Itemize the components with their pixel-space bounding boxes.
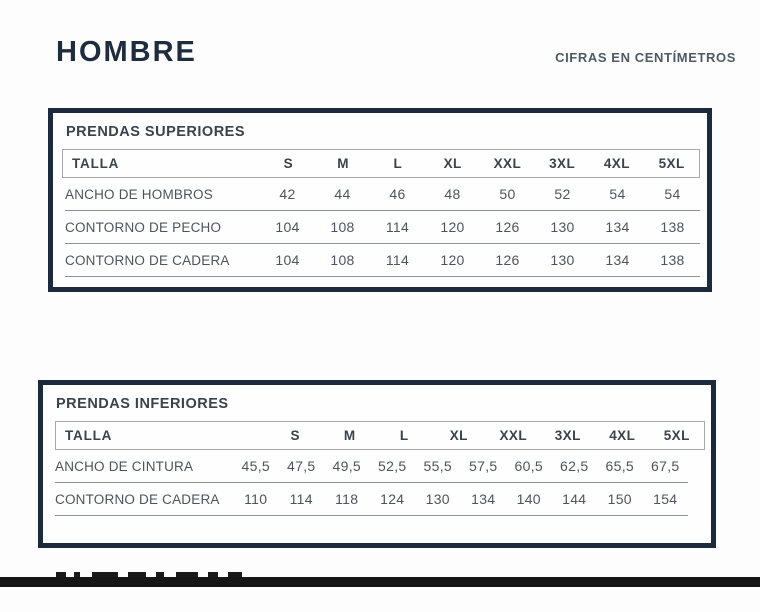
cropped-text-remnant xyxy=(74,572,80,577)
row-label: CONTORNO DE PECHO xyxy=(65,219,222,235)
row-values xyxy=(233,491,688,507)
size-col: 5XL xyxy=(663,428,690,443)
cell: 52 xyxy=(554,186,571,202)
row-label: CONTORNO DE CADERA xyxy=(55,491,220,507)
row-values xyxy=(233,458,688,474)
size-col: XL xyxy=(443,156,462,171)
size-col: 5XL xyxy=(658,156,685,171)
row-values xyxy=(260,219,700,235)
cell: 44 xyxy=(334,186,351,202)
cell: 52,5 xyxy=(378,458,407,474)
cell: 114 xyxy=(385,219,410,235)
cell: 144 xyxy=(562,491,587,507)
cell: 130 xyxy=(550,252,575,268)
row-label: ANCHO DE HOMBROS xyxy=(65,186,213,202)
cropped-text-remnant xyxy=(56,572,66,577)
cell: 42 xyxy=(279,186,296,202)
table-row xyxy=(55,483,688,516)
size-col: XL xyxy=(449,428,468,443)
size-header-label: TALLA xyxy=(72,156,120,171)
cell: 138 xyxy=(660,219,685,235)
size-header-sizes xyxy=(261,156,699,171)
cell: 134 xyxy=(605,252,630,268)
size-header-label: TALLA xyxy=(65,428,113,443)
cell: 49,5 xyxy=(332,458,361,474)
size-header-row xyxy=(62,149,700,178)
size-col: S xyxy=(283,156,294,171)
cell: 62,5 xyxy=(560,458,589,474)
cell: 108 xyxy=(330,252,355,268)
cell: 140 xyxy=(516,491,541,507)
cell: 46 xyxy=(389,186,406,202)
cropped-text-remnant xyxy=(128,572,146,577)
cell: 120 xyxy=(440,252,465,268)
cropped-text-remnant xyxy=(156,572,164,577)
size-col: 4XL xyxy=(609,428,636,443)
cell: 134 xyxy=(471,491,496,507)
page-title: HOMBRE xyxy=(56,36,197,68)
size-col: XXL xyxy=(493,156,522,171)
cell: 126 xyxy=(495,219,520,235)
size-col: M xyxy=(343,428,356,443)
table-row xyxy=(65,244,700,277)
size-header-row xyxy=(55,421,705,450)
table-row xyxy=(65,211,700,244)
size-col: 3XL xyxy=(549,156,576,171)
size-col: M xyxy=(337,156,349,171)
cell: 104 xyxy=(275,219,300,235)
lower-garments-panel xyxy=(38,380,716,548)
cell: 108 xyxy=(330,219,355,235)
cell: 154 xyxy=(653,491,678,507)
cell: 60,5 xyxy=(514,458,543,474)
size-col: L xyxy=(399,428,409,443)
row-values xyxy=(260,252,700,268)
cell: 55,5 xyxy=(423,458,452,474)
cell: 47,5 xyxy=(287,458,316,474)
cell: 118 xyxy=(335,491,359,507)
cell: 110 xyxy=(244,491,268,507)
cell: 126 xyxy=(495,252,520,268)
size-col: 4XL xyxy=(603,156,630,171)
cropped-bottom-bar xyxy=(0,577,760,587)
size-col: L xyxy=(393,156,403,171)
cell: 150 xyxy=(607,491,632,507)
row-label: CONTORNO DE CADERA xyxy=(65,252,230,268)
cell: 45,5 xyxy=(241,458,270,474)
cell: 65,5 xyxy=(605,458,634,474)
upper-garments-panel xyxy=(48,108,712,292)
units-note: CIFRAS EN CENTÍMETROS xyxy=(555,50,736,65)
section-title-lower: PRENDAS INFERIORES xyxy=(56,396,229,412)
cell: 130 xyxy=(550,219,575,235)
cell: 54 xyxy=(664,186,681,202)
row-label: ANCHO DE CINTURA xyxy=(55,458,194,474)
size-col: 3XL xyxy=(554,428,581,443)
table-row xyxy=(55,450,688,483)
size-col: S xyxy=(290,428,300,443)
cropped-text-remnant xyxy=(176,572,198,577)
cropped-text-remnant xyxy=(92,572,118,577)
size-header-sizes xyxy=(268,428,704,443)
table-row xyxy=(65,178,700,211)
cell: 120 xyxy=(440,219,465,235)
cell: 134 xyxy=(605,219,630,235)
cell: 124 xyxy=(380,491,405,507)
size-col: XXL xyxy=(499,428,527,443)
cell: 54 xyxy=(609,186,626,202)
cell: 114 xyxy=(289,491,313,507)
cell: 104 xyxy=(275,252,300,268)
cell: 67,5 xyxy=(651,458,680,474)
cell: 130 xyxy=(425,491,450,507)
cell: 138 xyxy=(660,252,685,268)
cell: 114 xyxy=(385,252,410,268)
section-title-upper: PRENDAS SUPERIORES xyxy=(66,124,246,140)
cell: 48 xyxy=(444,186,461,202)
cell: 50 xyxy=(499,186,516,202)
row-values xyxy=(260,186,700,202)
cropped-text-remnant xyxy=(208,572,218,577)
cropped-text-remnant xyxy=(228,572,242,577)
cell: 57,5 xyxy=(469,458,498,474)
